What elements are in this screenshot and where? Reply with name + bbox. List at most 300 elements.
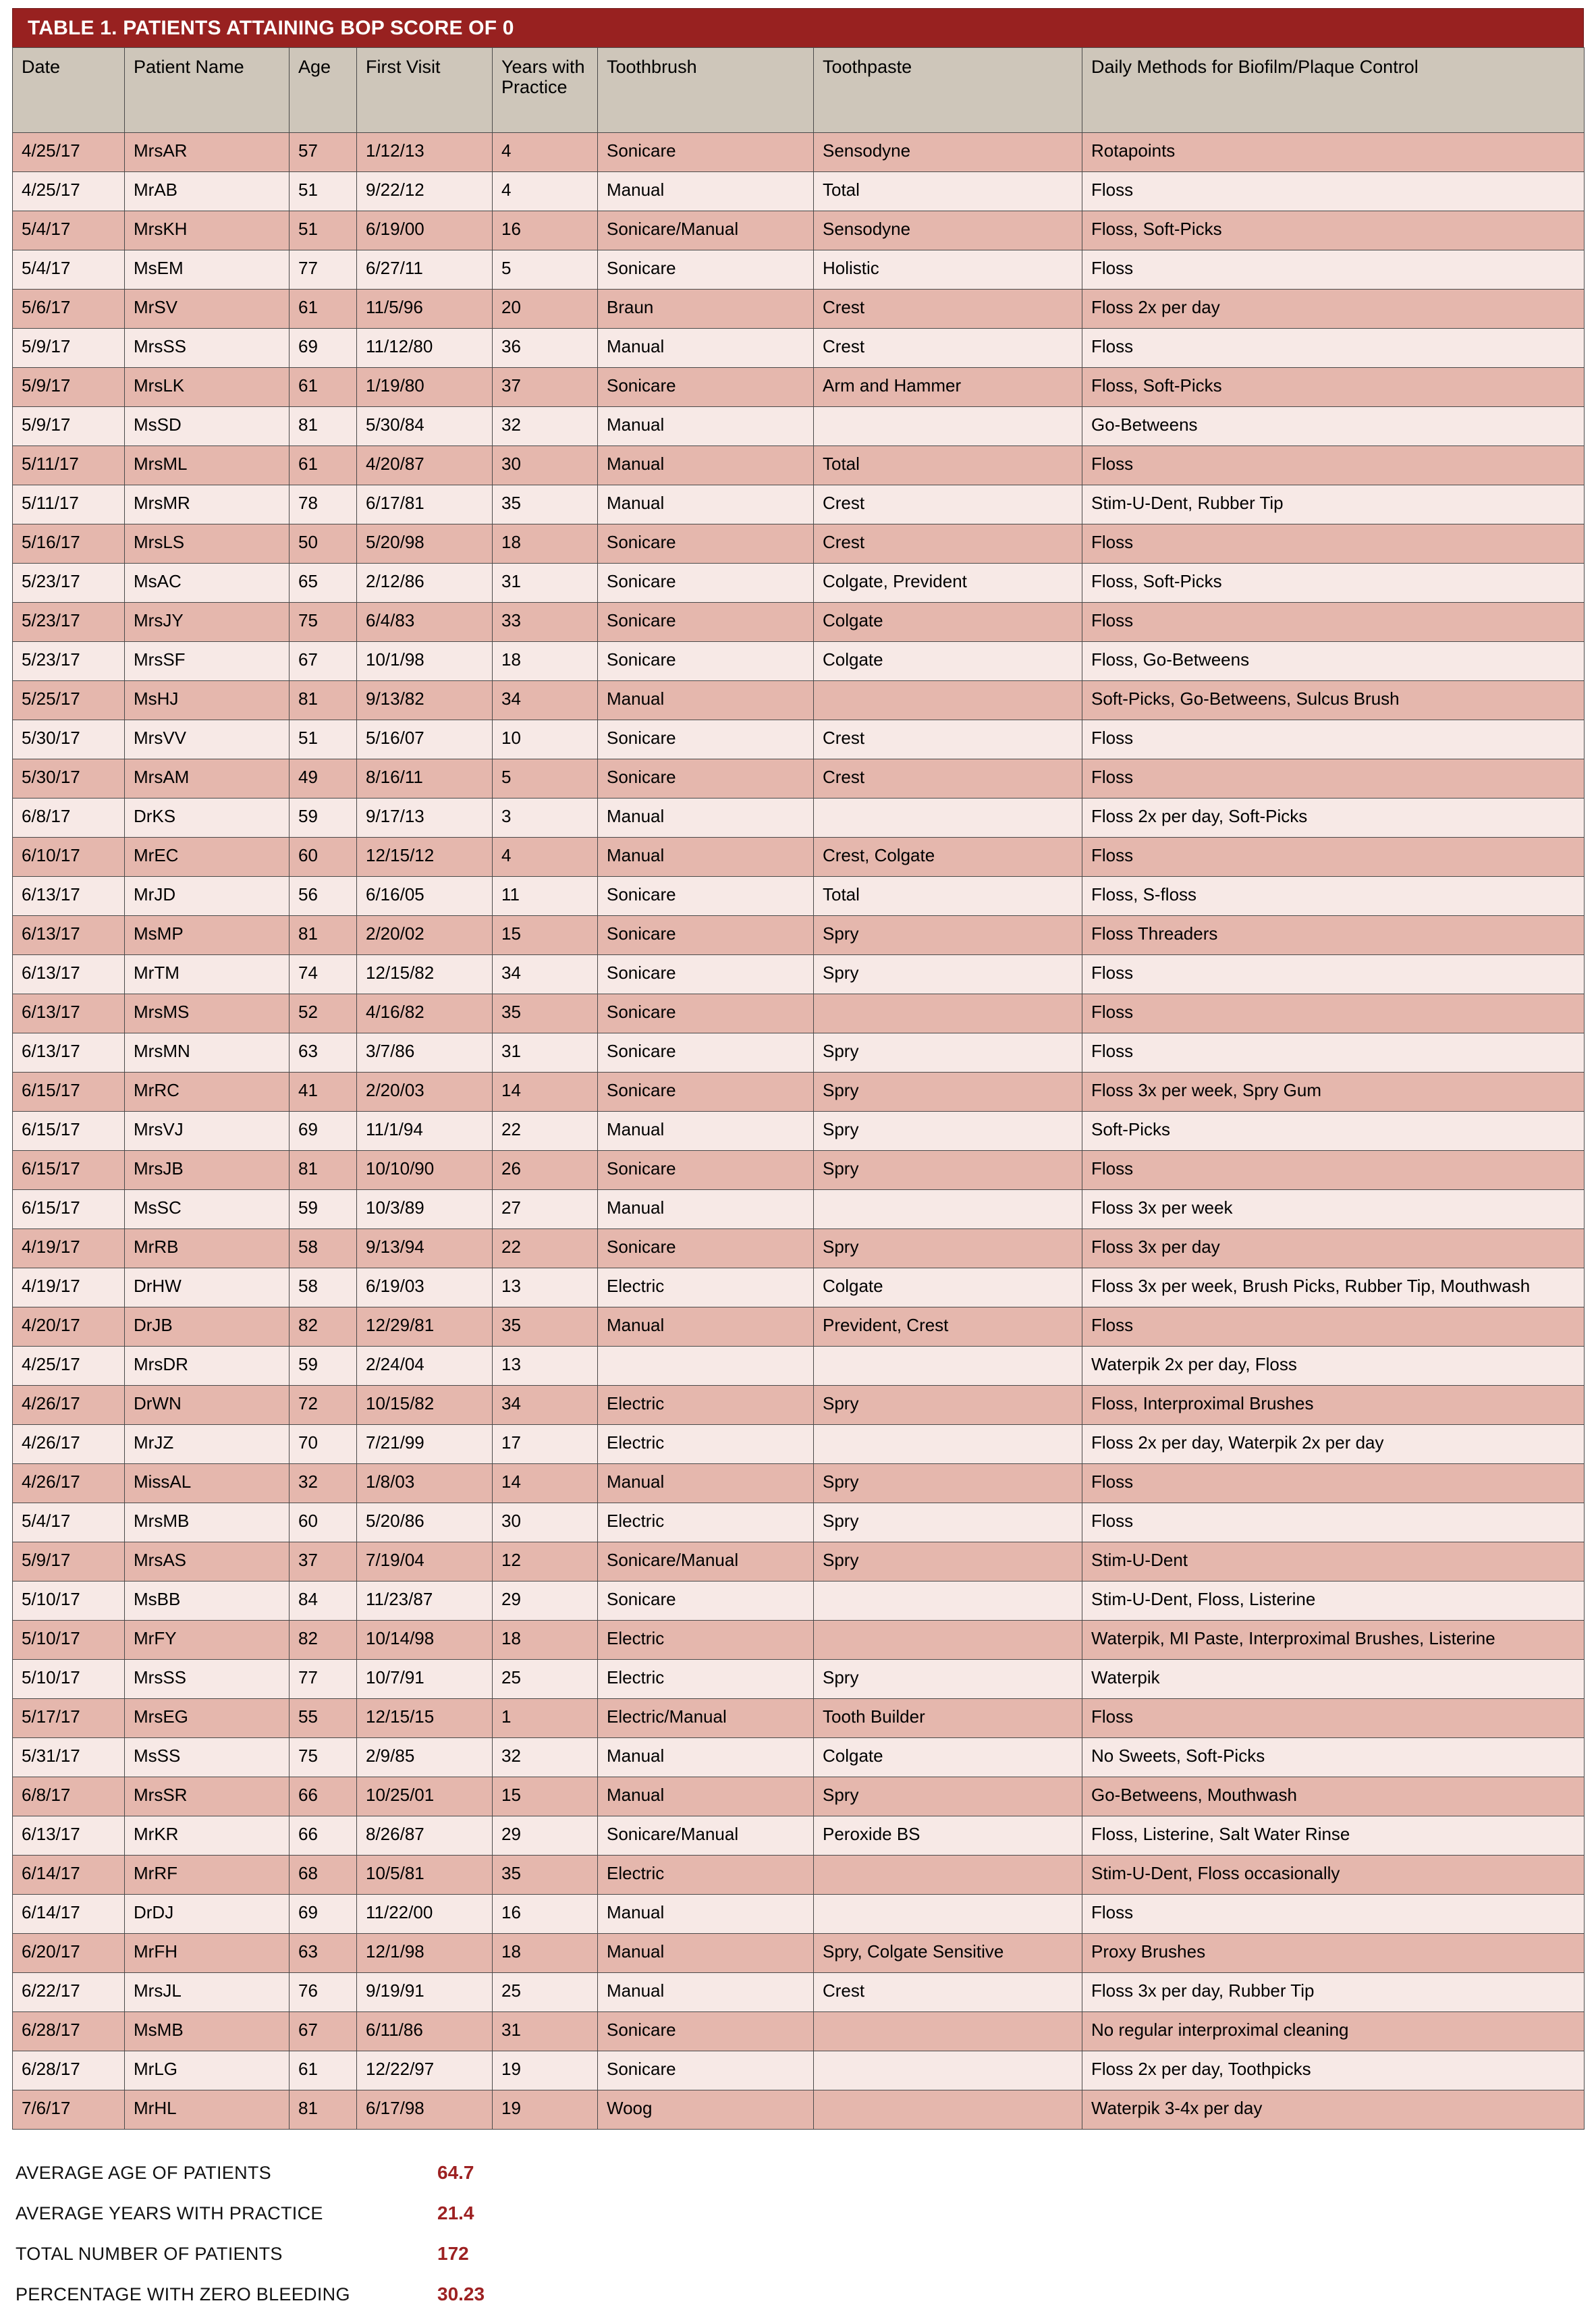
cell-years-with-practice: 16: [493, 1895, 598, 1934]
cell-toothbrush: Sonicare: [598, 642, 814, 681]
cell-toothbrush: Manual: [598, 1190, 814, 1229]
cell-toothpaste: [814, 1190, 1082, 1229]
cell-patient-name: DrDJ: [125, 1895, 290, 1934]
cell-first-visit: 11/12/80: [357, 329, 493, 368]
cell-toothbrush: Braun: [598, 290, 814, 329]
cell-patient-name: DrHW: [125, 1268, 290, 1307]
cell-age: 69: [290, 1895, 357, 1934]
table-row: [13, 838, 1585, 877]
cell-patient-name: MsSD: [125, 407, 290, 446]
cell-first-visit: 8/16/11: [357, 759, 493, 799]
cell-date: 5/9/17: [13, 407, 125, 446]
cell-patient-name: MrsSR: [125, 1777, 290, 1816]
cell-years-with-practice: 34: [493, 955, 598, 994]
table-row: [13, 524, 1585, 564]
column-header-first-visit: First Visit: [357, 48, 493, 133]
cell-age: 77: [290, 250, 357, 290]
cell-years-with-practice: 31: [493, 1033, 598, 1073]
cell-years-with-practice: 29: [493, 1816, 598, 1856]
cell-patient-name: MsMB: [125, 2012, 290, 2051]
table-row: [13, 642, 1585, 681]
cell-age: 63: [290, 1934, 357, 1973]
cell-toothpaste: Spry, Colgate Sensitive: [814, 1934, 1082, 1973]
cell-patient-name: MrsLK: [125, 368, 290, 407]
cell-toothpaste: Holistic: [814, 250, 1082, 290]
cell-toothbrush: Sonicare: [598, 720, 814, 759]
cell-age: 81: [290, 916, 357, 955]
table-row: [13, 916, 1585, 955]
summary-statistics: [16, 2162, 1584, 2324]
cell-first-visit: 12/15/15: [357, 1699, 493, 1738]
cell-first-visit: 6/4/83: [357, 603, 493, 642]
cell-age: 61: [290, 2051, 357, 2090]
cell-patient-name: MrsEG: [125, 1699, 290, 1738]
cell-toothpaste: [814, 2090, 1082, 2130]
table-row: [13, 407, 1585, 446]
cell-patient-name: MsSS: [125, 1738, 290, 1777]
cell-patient-name: DrJB: [125, 1307, 290, 1347]
cell-date: 4/19/17: [13, 1229, 125, 1268]
cell-first-visit: 6/19/03: [357, 1268, 493, 1307]
cell-toothbrush: Sonicare: [598, 2051, 814, 2090]
cell-daily-methods: Waterpik 3-4x per day: [1082, 2090, 1585, 2130]
cell-years-with-practice: 35: [493, 485, 598, 524]
summary-label: AVERAGE AGE OF PATIENTS: [16, 2163, 271, 2183]
cell-daily-methods: Floss: [1082, 603, 1585, 642]
cell-years-with-practice: 3: [493, 799, 598, 838]
cell-patient-name: MrsVV: [125, 720, 290, 759]
cell-toothpaste: Spry: [814, 1777, 1082, 1816]
cell-first-visit: 6/17/98: [357, 2090, 493, 2130]
cell-toothpaste: Spry: [814, 1464, 1082, 1503]
table-row: [13, 133, 1585, 172]
cell-age: 57: [290, 133, 357, 172]
cell-patient-name: MrJD: [125, 877, 290, 916]
cell-patient-name: MrSV: [125, 290, 290, 329]
cell-patient-name: MrsAR: [125, 133, 290, 172]
cell-first-visit: 9/22/12: [357, 172, 493, 211]
cell-date: 5/9/17: [13, 1542, 125, 1582]
table-row: [13, 1307, 1585, 1347]
cell-toothpaste: Crest: [814, 720, 1082, 759]
cell-toothbrush: Sonicare: [598, 1151, 814, 1190]
cell-first-visit: 5/20/98: [357, 524, 493, 564]
cell-date: 5/11/17: [13, 446, 125, 485]
cell-daily-methods: Floss, S-floss: [1082, 877, 1585, 916]
cell-toothbrush: Sonicare: [598, 133, 814, 172]
cell-age: 50: [290, 524, 357, 564]
cell-age: 59: [290, 1190, 357, 1229]
column-header-patient-name: Patient Name: [125, 48, 290, 133]
cell-age: 81: [290, 681, 357, 720]
cell-toothpaste: Spry: [814, 1386, 1082, 1425]
cell-daily-methods: Soft-Picks, Go-Betweens, Sulcus Brush: [1082, 681, 1585, 720]
cell-toothbrush: Woog: [598, 2090, 814, 2130]
cell-toothpaste: [814, 994, 1082, 1033]
cell-first-visit: 2/24/04: [357, 1347, 493, 1386]
cell-first-visit: 6/16/05: [357, 877, 493, 916]
cell-date: 6/22/17: [13, 1973, 125, 2012]
cell-daily-methods: Floss 2x per day, Waterpik 2x per day: [1082, 1425, 1585, 1464]
cell-date: 6/28/17: [13, 2051, 125, 2090]
cell-daily-methods: Floss, Go-Betweens: [1082, 642, 1585, 681]
cell-age: 75: [290, 1738, 357, 1777]
cell-first-visit: 2/12/86: [357, 564, 493, 603]
cell-date: 5/30/17: [13, 720, 125, 759]
cell-toothbrush: Manual: [598, 407, 814, 446]
table-row: [13, 1386, 1585, 1425]
cell-daily-methods: Go-Betweens, Mouthwash: [1082, 1777, 1585, 1816]
cell-date: 6/15/17: [13, 1112, 125, 1151]
cell-date: 5/9/17: [13, 368, 125, 407]
cell-first-visit: 5/30/84: [357, 407, 493, 446]
cell-date: 6/13/17: [13, 1033, 125, 1073]
cell-first-visit: 7/19/04: [357, 1542, 493, 1582]
cell-toothpaste: Crest: [814, 329, 1082, 368]
cell-age: 78: [290, 485, 357, 524]
cell-daily-methods: Floss: [1082, 1151, 1585, 1190]
cell-patient-name: MrsKH: [125, 211, 290, 250]
summary-row: [16, 2203, 1584, 2243]
cell-toothbrush: Sonicare/Manual: [598, 211, 814, 250]
cell-first-visit: 12/29/81: [357, 1307, 493, 1347]
cell-toothbrush: Sonicare: [598, 994, 814, 1033]
cell-toothbrush: Electric: [598, 1856, 814, 1895]
cell-age: 58: [290, 1268, 357, 1307]
cell-toothpaste: Sensodyne: [814, 211, 1082, 250]
cell-toothbrush: Manual: [598, 1738, 814, 1777]
summary-row: [16, 2284, 1584, 2324]
cell-patient-name: MrsJB: [125, 1151, 290, 1190]
cell-age: 67: [290, 2012, 357, 2051]
cell-patient-name: MrRF: [125, 1856, 290, 1895]
cell-toothbrush: Electric: [598, 1268, 814, 1307]
cell-patient-name: MrFY: [125, 1621, 290, 1660]
cell-toothbrush: Manual: [598, 681, 814, 720]
cell-date: 4/20/17: [13, 1307, 125, 1347]
cell-toothpaste: Crest: [814, 485, 1082, 524]
summary-value: 64.7: [437, 2162, 474, 2183]
cell-years-with-practice: 34: [493, 1386, 598, 1425]
cell-first-visit: 6/27/11: [357, 250, 493, 290]
cell-age: 69: [290, 329, 357, 368]
cell-first-visit: 1/8/03: [357, 1464, 493, 1503]
cell-first-visit: 11/5/96: [357, 290, 493, 329]
cell-years-with-practice: 33: [493, 603, 598, 642]
cell-date: 5/10/17: [13, 1582, 125, 1621]
cell-years-with-practice: 20: [493, 290, 598, 329]
cell-toothpaste: [814, 2012, 1082, 2051]
cell-date: 5/23/17: [13, 564, 125, 603]
cell-toothpaste: [814, 1621, 1082, 1660]
cell-patient-name: MrsJL: [125, 1973, 290, 2012]
cell-years-with-practice: 5: [493, 759, 598, 799]
cell-daily-methods: Floss: [1082, 524, 1585, 564]
cell-age: 59: [290, 1347, 357, 1386]
cell-daily-methods: Go-Betweens: [1082, 407, 1585, 446]
cell-date: 4/26/17: [13, 1464, 125, 1503]
cell-age: 69: [290, 1112, 357, 1151]
cell-years-with-practice: 25: [493, 1973, 598, 2012]
cell-toothpaste: Spry: [814, 1660, 1082, 1699]
cell-toothbrush: Electric: [598, 1660, 814, 1699]
cell-first-visit: 3/7/86: [357, 1033, 493, 1073]
cell-patient-name: MrLG: [125, 2051, 290, 2090]
cell-toothpaste: Spry: [814, 955, 1082, 994]
table-row: [13, 2012, 1585, 2051]
cell-years-with-practice: 18: [493, 1934, 598, 1973]
cell-age: 59: [290, 799, 357, 838]
cell-years-with-practice: 15: [493, 916, 598, 955]
summary-value: 30.23: [437, 2284, 485, 2304]
cell-date: 6/14/17: [13, 1856, 125, 1895]
table-row: [13, 1816, 1585, 1856]
cell-age: 66: [290, 1777, 357, 1816]
table-row: [13, 564, 1585, 603]
cell-years-with-practice: 10: [493, 720, 598, 759]
cell-date: 5/4/17: [13, 250, 125, 290]
cell-first-visit: 11/22/00: [357, 1895, 493, 1934]
cell-toothbrush: Sonicare: [598, 955, 814, 994]
cell-date: 5/23/17: [13, 603, 125, 642]
table-row: [13, 1190, 1585, 1229]
cell-years-with-practice: 18: [493, 642, 598, 681]
cell-daily-methods: Floss: [1082, 955, 1585, 994]
cell-toothbrush: Manual: [598, 329, 814, 368]
cell-toothpaste: Crest: [814, 290, 1082, 329]
cell-patient-name: MrsDR: [125, 1347, 290, 1386]
cell-toothbrush: Sonicare: [598, 1033, 814, 1073]
cell-years-with-practice: 14: [493, 1073, 598, 1112]
cell-toothbrush: Sonicare: [598, 916, 814, 955]
cell-date: 4/25/17: [13, 172, 125, 211]
cell-age: 41: [290, 1073, 357, 1112]
cell-date: 6/13/17: [13, 994, 125, 1033]
table-row: [13, 485, 1585, 524]
cell-age: 55: [290, 1699, 357, 1738]
cell-daily-methods: No regular interproximal cleaning: [1082, 2012, 1585, 2051]
cell-patient-name: MrsMN: [125, 1033, 290, 1073]
cell-first-visit: 4/20/87: [357, 446, 493, 485]
cell-daily-methods: Floss 3x per day: [1082, 1229, 1585, 1268]
cell-daily-methods: Floss: [1082, 446, 1585, 485]
table-row: [13, 1934, 1585, 1973]
cell-daily-methods: Floss 3x per day, Rubber Tip: [1082, 1973, 1585, 2012]
cell-first-visit: 10/5/81: [357, 1856, 493, 1895]
cell-age: 82: [290, 1621, 357, 1660]
table-title: TABLE 1. PATIENTS ATTAINING BOP SCORE OF 0: [12, 8, 1584, 47]
table-row: [13, 1582, 1585, 1621]
cell-date: 6/8/17: [13, 1777, 125, 1816]
cell-toothpaste: Spry: [814, 916, 1082, 955]
cell-date: 6/13/17: [13, 1816, 125, 1856]
cell-daily-methods: Proxy Brushes: [1082, 1934, 1585, 1973]
cell-toothbrush: Sonicare: [598, 1582, 814, 1621]
cell-first-visit: 8/26/87: [357, 1816, 493, 1856]
cell-toothpaste: [814, 1895, 1082, 1934]
cell-daily-methods: Floss: [1082, 1307, 1585, 1347]
column-header-date: Date: [13, 48, 125, 133]
cell-age: 51: [290, 720, 357, 759]
column-header-daily-methods: Daily Methods for Biofilm/Plaque Control: [1082, 48, 1585, 133]
cell-first-visit: 9/17/13: [357, 799, 493, 838]
cell-patient-name: MrRB: [125, 1229, 290, 1268]
table-body: [13, 133, 1585, 2130]
cell-toothbrush: Electric: [598, 1503, 814, 1542]
cell-patient-name: DrKS: [125, 799, 290, 838]
cell-years-with-practice: 37: [493, 368, 598, 407]
cell-patient-name: MrsMR: [125, 485, 290, 524]
summary-label: AVERAGE YEARS WITH PRACTICE: [16, 2203, 323, 2223]
cell-age: 60: [290, 838, 357, 877]
cell-years-with-practice: 26: [493, 1151, 598, 1190]
cell-date: 4/26/17: [13, 1425, 125, 1464]
table-row: [13, 290, 1585, 329]
summary-label: TOTAL NUMBER OF PATIENTS: [16, 2244, 283, 2264]
cell-first-visit: 10/7/91: [357, 1660, 493, 1699]
cell-date: 6/8/17: [13, 799, 125, 838]
cell-daily-methods: Waterpik 2x per day, Floss: [1082, 1347, 1585, 1386]
cell-toothpaste: [814, 2051, 1082, 2090]
cell-years-with-practice: 18: [493, 524, 598, 564]
table-row: [13, 799, 1585, 838]
cell-toothpaste: Spry: [814, 1503, 1082, 1542]
table-row: [13, 877, 1585, 916]
cell-toothpaste: Crest: [814, 1973, 1082, 2012]
cell-date: 6/15/17: [13, 1073, 125, 1112]
cell-years-with-practice: 31: [493, 564, 598, 603]
cell-toothbrush: Manual: [598, 1112, 814, 1151]
cell-date: 4/26/17: [13, 1386, 125, 1425]
cell-daily-methods: Floss: [1082, 1033, 1585, 1073]
cell-first-visit: 10/1/98: [357, 642, 493, 681]
cell-years-with-practice: 4: [493, 172, 598, 211]
cell-years-with-practice: 29: [493, 1582, 598, 1621]
summary-label: PERCENTAGE WITH ZERO BLEEDING: [16, 2284, 350, 2304]
cell-toothbrush: Manual: [598, 1777, 814, 1816]
cell-patient-name: DrWN: [125, 1386, 290, 1425]
cell-toothpaste: Spry: [814, 1229, 1082, 1268]
cell-first-visit: 10/25/01: [357, 1777, 493, 1816]
summary-row: [16, 2162, 1584, 2203]
cell-toothbrush: Sonicare: [598, 877, 814, 916]
cell-patient-name: MrEC: [125, 838, 290, 877]
table-row: [13, 1621, 1585, 1660]
table-row: [13, 1503, 1585, 1542]
cell-daily-methods: Floss 2x per day, Soft-Picks: [1082, 799, 1585, 838]
cell-daily-methods: Floss 3x per week: [1082, 1190, 1585, 1229]
cell-first-visit: 9/19/91: [357, 1973, 493, 2012]
cell-age: 61: [290, 290, 357, 329]
cell-toothbrush: Sonicare/Manual: [598, 1542, 814, 1582]
cell-daily-methods: No Sweets, Soft-Picks: [1082, 1738, 1585, 1777]
cell-toothpaste: [814, 1856, 1082, 1895]
cell-patient-name: MrRC: [125, 1073, 290, 1112]
cell-patient-name: MrsAM: [125, 759, 290, 799]
cell-daily-methods: Floss: [1082, 172, 1585, 211]
cell-years-with-practice: 30: [493, 1503, 598, 1542]
cell-daily-methods: Floss: [1082, 1699, 1585, 1738]
cell-years-with-practice: 35: [493, 1307, 598, 1347]
cell-years-with-practice: 25: [493, 1660, 598, 1699]
cell-age: 81: [290, 407, 357, 446]
cell-first-visit: 10/3/89: [357, 1190, 493, 1229]
cell-years-with-practice: 1: [493, 1699, 598, 1738]
cell-toothpaste: Crest: [814, 524, 1082, 564]
cell-daily-methods: Floss: [1082, 1464, 1585, 1503]
cell-date: 6/13/17: [13, 877, 125, 916]
cell-age: 60: [290, 1503, 357, 1542]
table-row: [13, 2090, 1585, 2130]
table-row: [13, 1112, 1585, 1151]
cell-daily-methods: Floss: [1082, 250, 1585, 290]
table-row: [13, 1973, 1585, 2012]
cell-patient-name: MrsSS: [125, 1660, 290, 1699]
cell-patient-name: MrsSS: [125, 329, 290, 368]
table-row: [13, 1073, 1585, 1112]
cell-patient-name: MrsML: [125, 446, 290, 485]
cell-date: 5/25/17: [13, 681, 125, 720]
cell-years-with-practice: 36: [493, 329, 598, 368]
cell-toothpaste: [814, 407, 1082, 446]
cell-daily-methods: Floss: [1082, 720, 1585, 759]
cell-daily-methods: Floss: [1082, 1503, 1585, 1542]
cell-age: 58: [290, 1229, 357, 1268]
cell-toothbrush: [598, 1347, 814, 1386]
cell-patient-name: MrJZ: [125, 1425, 290, 1464]
cell-first-visit: 2/9/85: [357, 1738, 493, 1777]
cell-age: 51: [290, 211, 357, 250]
cell-years-with-practice: 35: [493, 994, 598, 1033]
table-row: [13, 759, 1585, 799]
cell-daily-methods: Stim-U-Dent, Floss, Listerine: [1082, 1582, 1585, 1621]
cell-years-with-practice: 22: [493, 1229, 598, 1268]
cell-date: 5/4/17: [13, 211, 125, 250]
cell-date: 5/23/17: [13, 642, 125, 681]
cell-age: 37: [290, 1542, 357, 1582]
cell-age: 81: [290, 2090, 357, 2130]
cell-toothbrush: Manual: [598, 485, 814, 524]
cell-patient-name: MrsAS: [125, 1542, 290, 1582]
cell-toothpaste: Arm and Hammer: [814, 368, 1082, 407]
cell-date: 4/25/17: [13, 1347, 125, 1386]
cell-date: 5/10/17: [13, 1621, 125, 1660]
cell-daily-methods: Floss: [1082, 1895, 1585, 1934]
cell-toothbrush: Manual: [598, 1895, 814, 1934]
cell-toothbrush: Manual: [598, 838, 814, 877]
cell-first-visit: 6/17/81: [357, 485, 493, 524]
cell-years-with-practice: 16: [493, 211, 598, 250]
cell-toothpaste: Colgate: [814, 642, 1082, 681]
table-row: [13, 1738, 1585, 1777]
cell-age: 49: [290, 759, 357, 799]
cell-toothpaste: [814, 1347, 1082, 1386]
cell-date: 4/25/17: [13, 133, 125, 172]
cell-toothbrush: Sonicare: [598, 1229, 814, 1268]
cell-date: 7/6/17: [13, 2090, 125, 2130]
column-header-years-with-practice: Years with Practice: [493, 48, 598, 133]
cell-toothpaste: Spry: [814, 1073, 1082, 1112]
cell-date: 5/16/17: [13, 524, 125, 564]
cell-age: 67: [290, 642, 357, 681]
cell-first-visit: 4/16/82: [357, 994, 493, 1033]
cell-years-with-practice: 32: [493, 1738, 598, 1777]
cell-toothbrush: Electric: [598, 1621, 814, 1660]
cell-daily-methods: Floss, Soft-Picks: [1082, 368, 1585, 407]
cell-toothpaste: [814, 1425, 1082, 1464]
table-row: [13, 1464, 1585, 1503]
cell-years-with-practice: 4: [493, 838, 598, 877]
